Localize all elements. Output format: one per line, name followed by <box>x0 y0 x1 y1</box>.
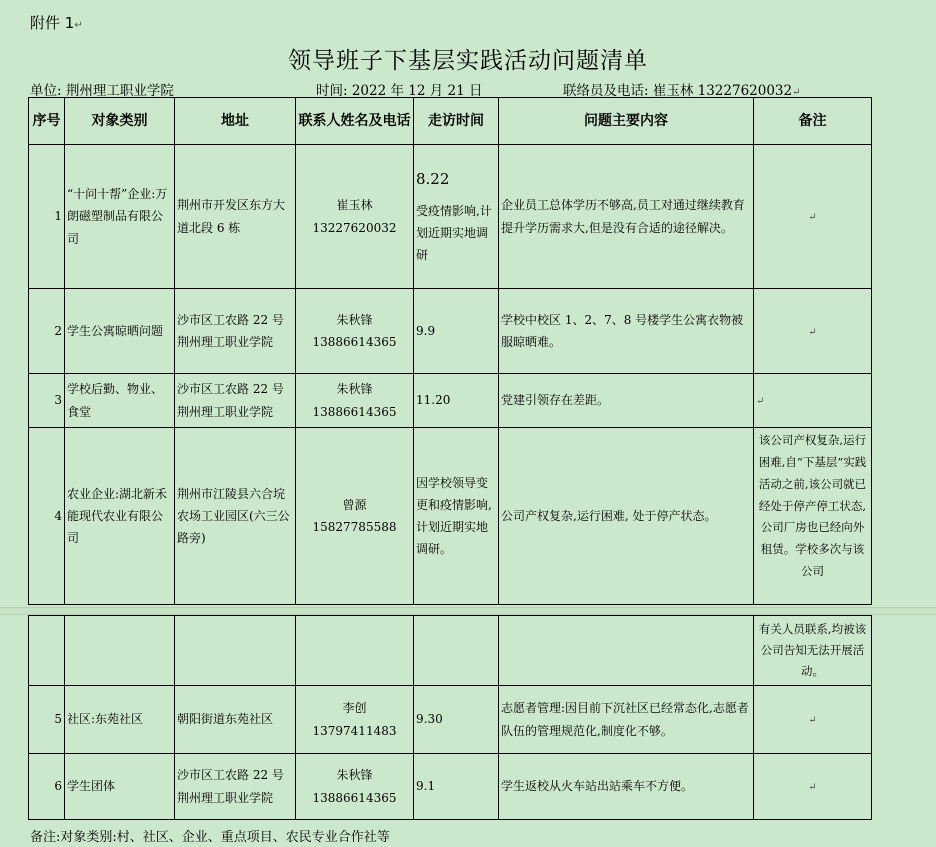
main-issue: 志愿者管理:因目前下沉社区已经常态化,志愿者队伍的管理规范化,制度化不够。 <box>499 686 754 754</box>
address <box>175 616 296 686</box>
row-number: 1 <box>29 145 65 289</box>
contact-person <box>296 289 414 374</box>
object-category: 学生公寓晾晒问题 <box>65 289 175 374</box>
table-row <box>29 428 872 605</box>
contact-name: 朱秋锋 <box>336 768 373 783</box>
main-issue <box>499 616 754 686</box>
contact-person <box>296 428 414 605</box>
header-cell: 问题主要内容 <box>499 98 754 145</box>
row-number: 3 <box>29 374 65 428</box>
table-row <box>29 686 872 754</box>
remark <box>754 289 872 374</box>
address: 沙市区工农路 22 号荆州理工职业学院 <box>175 754 296 820</box>
visit-date: 8.22 <box>416 170 450 189</box>
main-issue: 党建引领存在差距。 <box>499 374 754 428</box>
address: 沙市区工农路 22 号荆州理工职业学院 <box>175 374 296 428</box>
issue-table-page2 <box>28 615 872 820</box>
contact-person <box>296 754 414 820</box>
header-cell: 联系人姓名及电话 <box>296 98 414 145</box>
contact-phone: 15827785588 <box>312 520 397 534</box>
main-issue: 企业员工总体学历不够高,员工对通过继续教育提升学历需求大,但是没有合适的途径解决。 <box>499 145 754 289</box>
contact-person <box>296 686 414 754</box>
object-category: 学校后勤、物业、食堂 <box>65 374 175 428</box>
row-number: 5 <box>29 686 65 754</box>
remark <box>754 754 872 820</box>
remark <box>754 686 872 754</box>
contact-person <box>296 616 414 686</box>
address: 沙市区工农路 22 号荆州理工职业学院 <box>175 289 296 374</box>
table-row <box>29 289 872 374</box>
table-row <box>29 754 872 820</box>
header-cell: 备注 <box>754 98 872 145</box>
table-header-row <box>29 98 872 145</box>
visit-time <box>414 374 499 428</box>
header-cell: 序号 <box>29 98 65 145</box>
visit-time <box>414 754 499 820</box>
contact-person <box>296 145 414 289</box>
time-info: 时间: 2022 年 12 月 21 日 <box>316 83 483 99</box>
visit-note: 受疫情影响,计划近期实地调研 <box>416 204 492 263</box>
remark <box>754 145 872 289</box>
visit-date: 9.1 <box>416 779 436 794</box>
visit-date: 9.9 <box>416 323 436 338</box>
object-category: 农业企业:湖北新禾能现代农业有限公司 <box>65 428 175 605</box>
visit-time <box>414 428 499 605</box>
footer-note: 备注:对象类别:村、社区、企业、重点项目、农民专业合作社等 <box>30 830 390 845</box>
table-row <box>29 374 872 428</box>
row-number: 4 <box>29 428 65 605</box>
page-break <box>0 607 936 615</box>
table-row <box>29 616 872 686</box>
attachment-label: 附件 1↵ <box>30 14 83 32</box>
address: 荆州市江陵县六合垸农场工业园区(六三公路旁) <box>175 428 296 605</box>
contact-name: 曾源 <box>342 497 367 512</box>
contact-name: 朱秋锋 <box>336 382 373 397</box>
visit-time <box>414 289 499 374</box>
object-category <box>65 616 175 686</box>
header-cell: 地址 <box>175 98 296 145</box>
visit-time <box>414 145 499 289</box>
address: 荆州市开发区东方大道北段 6 栋 <box>175 145 296 289</box>
main-issue: 学校中校区 1、2、7、8 号楼学生公寓衣物被服晾晒难。 <box>499 289 754 374</box>
visit-time <box>414 686 499 754</box>
contact-phone: 13797411483 <box>312 723 397 738</box>
visit-note: 因学校领导变更和疫情影响,计划近期实地调研。 <box>416 475 492 557</box>
main-issue: 学生返校从火车站出站乘车不方便。 <box>499 754 754 820</box>
visit-time <box>414 616 499 686</box>
row-number <box>29 616 65 686</box>
contact-name: 崔玉林 <box>336 198 373 213</box>
object-category: 学生团体 <box>65 754 175 820</box>
object-category: 社区:东苑社区 <box>65 686 175 754</box>
issue-table-page1 <box>28 97 872 605</box>
contact-info: 联络员及电话: 崔玉林 13227620032↵ <box>563 83 801 99</box>
object-category: “十问十帮”企业:万朗磁塑制品有限公司 <box>65 145 175 289</box>
main-issue: 公司产权复杂,运行困难, 处于停产状态。 <box>499 428 754 605</box>
contact-phone: 13886614365 <box>312 335 397 349</box>
visit-date: 9.30 <box>416 712 443 727</box>
address: 朝阳街道东苑社区 <box>175 686 296 754</box>
document-title: 领导班子下基层实践活动问题清单 <box>288 48 648 74</box>
contact-phone: 13886614365 <box>312 790 397 805</box>
contact-person <box>296 374 414 428</box>
contact-phone: 13886614365 <box>312 404 397 419</box>
remark: 有关人员联系,均被该公司告知无法开展活动。 <box>754 616 872 686</box>
header-cell: 对象类别 <box>65 98 175 145</box>
header-cell: 走访时间 <box>414 98 499 145</box>
remark: 该公司产权复杂,运行困难,自“下基层”实践活动之前,该公司就已经处于停产停工状态,公司厂房也已经向外租赁。学校多次与该公司 <box>754 428 872 605</box>
remark <box>754 374 872 428</box>
contact-phone: 13227620032 <box>312 220 397 235</box>
contact-name: 朱秋锋 <box>336 312 373 327</box>
unit-info: 单位: 荆州理工职业学院 <box>30 83 174 99</box>
contact-name: 李创 <box>342 701 367 716</box>
row-number: 2 <box>29 289 65 374</box>
visit-date: 11.20 <box>416 393 451 408</box>
table-row <box>29 145 872 289</box>
row-number: 6 <box>29 754 65 820</box>
